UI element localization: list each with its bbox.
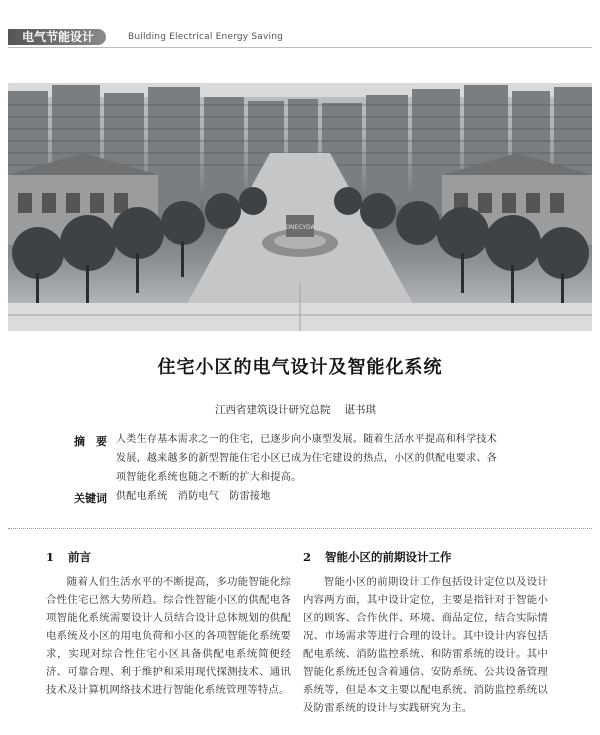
section-2-heading [303,549,452,565]
author-line [215,402,376,417]
header-rule [8,47,592,48]
section-2-number: 2 [303,550,312,564]
residential-complex-photo [8,83,592,331]
journal-section-label: 电气节能设计 [8,29,106,45]
section-1-heading [46,549,91,565]
abstract-label: 摘 要 [74,435,107,448]
journal-section-subtitle: Building Electrical Energy Saving [128,32,284,42]
author-affiliation: 江西省建筑设计研究总院 [215,404,331,416]
section-2-title: 智能小区的前期设计工作 [325,550,452,564]
section-1-title: 前言 [68,550,91,564]
fountain-banner-text: ONECYDA [285,224,315,231]
article-title: 住宅小区的电气设计及智能化系统 [157,357,443,378]
section-1-body: 随着人们生活水平的不断提高，多功能智能化综合性住宅已然大势所趋。综合性智能小区的供配电各项智能化系统需要设计人员结合设计总体规划的供配电系统及小区的用电负荷和小区的各项智能化系统要求，实现对综合性住宅小区具备供配电系统简便经济、可靠合理、利于维护和采用现代探测技术、通讯技术及计算机网络技术进行智能化系统管理等特点。 [46,576,291,696]
keywords-label: 关键词 [74,492,107,505]
journal-header [0,26,600,48]
section-1-number: 1 [46,550,55,564]
abstract-text: 人类生存基本需求之一的住宅，已逐步向小康型发展。随着生活水平提高和科学技术发展，越来越多的新型智能住宅小区已成为住宅建设的热点，小区的供配电要求、各项智能化系统也随之不断的扩大和提高。 [116,434,498,483]
section-2-body: 智能小区的前期设计工作包括设计定位以及设计内容两方面，其中设计定位，主要是指针对于智能小区的顾客、合作伙伴、环境、商品定位，结合实际情况、市场需求等进行合理的设计。其中设计内容包括配电系统、消防监控系统、和防雷系统的设计。其中智能化系统还包含着通信、安防系统、公共设备管理系统等，但是本文主要以配电系统、消防监控系统以及防雷系统的设计与实践研究为主。 [303,576,548,714]
keywords-text: 供配电系统 消防电气 防雷接地 [116,491,271,502]
abstract-divider [8,528,592,529]
author-name: 谌书琪 [344,404,376,416]
